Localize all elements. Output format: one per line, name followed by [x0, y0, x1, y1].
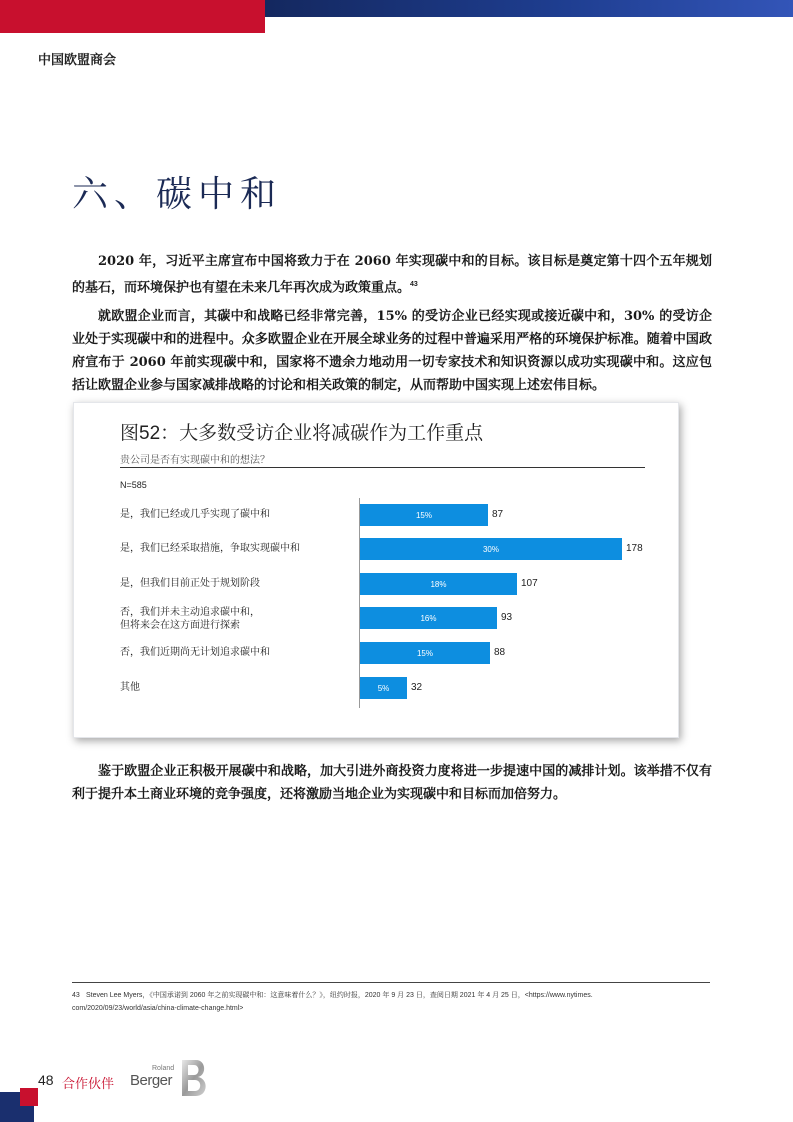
category-label-line: 是，我们已经或几乎实现了碳中和 — [120, 509, 270, 520]
sample-size: N=585 — [120, 480, 147, 490]
category-label — [120, 542, 300, 555]
footnote — [72, 989, 712, 1015]
category-label-line: 是，但我们目前正处于规划阶段 — [120, 578, 260, 589]
org-name: 中国欧盟商会 — [38, 52, 117, 67]
bar-percent-label: 18% — [430, 579, 447, 589]
bar-value-label: 88 — [494, 647, 506, 658]
figure-52 — [73, 402, 679, 738]
footnote-ref[interactable]: 43 — [410, 281, 418, 288]
bar-value-label: 32 — [411, 682, 423, 693]
footnote-rule — [72, 982, 710, 983]
category-label-line: 其他 — [120, 682, 140, 693]
bar — [360, 538, 622, 560]
partner-label: 合作伙伴 — [62, 1076, 115, 1091]
bar-value-label: 93 — [501, 612, 513, 623]
bar — [360, 573, 517, 595]
paragraph-3 — [72, 760, 712, 806]
bar-value-label: 107 — [521, 578, 538, 589]
bar — [360, 642, 490, 664]
page-number: 48 — [38, 1072, 54, 1088]
logo-berger-text: Berger — [130, 1072, 173, 1089]
category-label — [120, 577, 260, 590]
bar-percent-label: 30% — [482, 544, 499, 554]
header-blue-band — [265, 0, 793, 17]
bar-percent-label: 15% — [415, 510, 432, 520]
bar-percent-label: 16% — [420, 613, 437, 623]
category-label-line: 否，我们近期尚无计划追求碳中和 — [120, 647, 270, 658]
header-red-band — [0, 0, 265, 33]
figure-rule — [120, 467, 645, 468]
paragraph-2-text: 就欧盟企业而言，其碳中和战略已经非常完善，15% 的受访企业已经实现或接近碳中和，30% 的受访企业处于实现碳中和的进程中。众多欧盟企业在开展全球业务的过程中普遍采用严格的环境保护标准。随着中国政府宣布于 2060 年前实现碳中和，国家将不遗余力地动用一切专家技术和知识资源以成功实现碳中和。这应包括让欧盟企业参与国家减排战略的讨论和相关政策的制定，从而帮助中国实现上述宏伟目标。 — [72, 309, 712, 393]
paragraph-1 — [72, 250, 712, 299]
category-label — [120, 681, 140, 694]
category-label-line: 但将来会在这方面进行探索 — [120, 620, 240, 631]
roland-berger-logo-icon — [180, 1058, 210, 1098]
bar — [360, 607, 497, 629]
figure-subtitle: 贵公司是否有实现碳中和的想法？ — [120, 455, 270, 466]
footer-red-block — [20, 1088, 38, 1106]
category-label — [120, 646, 270, 659]
bar-percent-label: 5% — [377, 683, 390, 693]
category-label — [120, 606, 260, 632]
category-label-line: 是，我们已经采取措施，争取实现碳中和 — [120, 543, 300, 554]
bar — [360, 504, 488, 526]
bar-value-label: 87 — [492, 509, 504, 520]
bar — [360, 677, 407, 699]
paragraph-3-text: 鉴于欧盟企业正积极开展碳中和战略，加大引进外商投资力度将进一步提速中国的减排计划。该举措不仅有利于提升本土商业环境的竞争强度，还将激励当地企业为实现碳中和目标而加倍努力。 — [72, 764, 712, 802]
category-label — [120, 508, 270, 521]
figure-title: 图52：大多数受访企业将减碳作为工作重点 — [120, 423, 484, 444]
logo-roland-text: Roland — [152, 1065, 175, 1072]
section-title: 六、碳中和 — [72, 174, 283, 215]
footnote-text: Steven Lee Myers，《中国承诺到 2060 年之前实现碳中和：这意味着什么？》，纽约时报，2020 年 9 月 23 日，查阅日期 2021 年 4 月 25 日，<https://www.nytimes. — [86, 992, 593, 999]
paragraph-1-text: 2020 年，习近平主席宣布中国将致力于在 2060 年实现碳中和的目标。该目标是奠定第十四个五年规划的基石，而环境保护也有望在未来几年再次成为政策重点。 — [72, 254, 712, 296]
footnote-number: 43 — [72, 992, 80, 999]
bar-value-label: 178 — [626, 543, 643, 554]
category-label-line: 否，我们并未主动追求碳中和， — [120, 607, 260, 618]
footnote-url[interactable]: com/2020/09/23/world/asia/china-climate-change.html> — [72, 1005, 244, 1012]
paragraph-2 — [72, 305, 712, 397]
bar-percent-label: 15% — [416, 648, 433, 658]
